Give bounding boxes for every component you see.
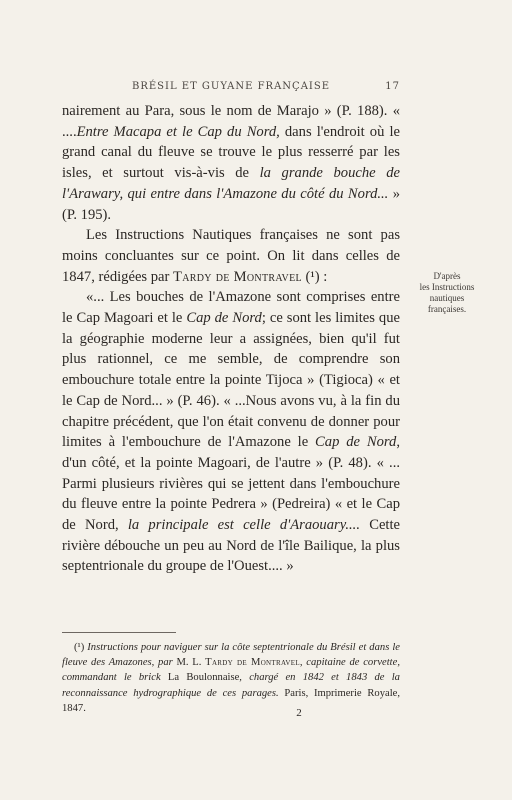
text-run: » (P. 195). — [62, 185, 400, 223]
text-run: ; ce sont les limites que la géographie moderne leur a assignées, bien qu'il fut plus rationnel, ce me semble, de comprendre son embouchure totale entre la pointe Tijoca » (Tigioca) « et le Cap de Nord... » (P. 46). « ...Nous avons vu, à la fin du chapitre précédent, que l'on était convenu de donner pour limites à l'embouchure de l'Amazone le — [62, 310, 400, 451]
paragraph-2 — [62, 225, 400, 287]
margin-note-line: françaises. — [427, 304, 467, 314]
footnote — [62, 640, 400, 716]
footnote-rule — [62, 632, 176, 633]
margin-note — [410, 271, 484, 315]
italic-run: Cap de Nord — [186, 310, 262, 327]
body-text — [62, 101, 400, 577]
italic-run: , capitaine de corvette, commandant le brick — [62, 657, 400, 684]
margin-note-line: les Instructions — [419, 282, 475, 292]
ship-name: La Boulonnaise — [167, 672, 240, 684]
margin-note-line: D'après — [433, 271, 461, 281]
page-number: 17 — [385, 81, 400, 92]
italic-run: , chargé en 1842 et 1843 de la reconnaissance hydrographique de ces parages. — [62, 672, 400, 699]
italic-run: Instructions pour naviguer sur la côte septentrionale du Brésil et dans le fleuve des Amazones, par — [62, 642, 400, 669]
text-run: nairement au Para, sous le nom de Marajo » (P. 188). « .... — [62, 103, 400, 140]
footnote-ref: (¹) : — [301, 268, 328, 285]
italic-run: Cap de Nord — [315, 434, 397, 451]
paragraph-3 — [62, 287, 400, 577]
signature-mark — [62, 707, 400, 719]
text-run: , d'un côté, et la pointe Magoari, de l'autre » (P. 48). « ... Parmi plusieurs rivières qui se jettent dans l'embouchure du fleuve entre la pointe Pedrera » (Pedreira) « et le Cap de Nord, — [62, 434, 400, 534]
author-name: Tardy de Montravel — [173, 268, 302, 285]
italic-run: la grande bouche de l'Arawary, qui entre dans l'Amazone du côté du Nord... — [62, 165, 400, 202]
signature-number: 2 — [296, 707, 302, 719]
paragraph-1 — [62, 101, 400, 225]
italic-run: la principale est celle d'Araouary.... — [127, 517, 360, 534]
text-run: Cette rivière débouche un peu au Nord de l'île Bailique, la plus septentrionale du groupe de l'Ouest.... » — [62, 517, 401, 575]
author-name: Tardy de Montravel — [205, 657, 300, 669]
italic-run: Entre Macapa et le Cap du Nord, — [76, 123, 280, 140]
text-run: M. L. — [172, 657, 206, 669]
text-run: dans l'endroit où le grand canal du fleuve se trouve le plus resserré par les isles, et surtout vis-à-vis de — [62, 123, 400, 182]
text-run: Paris, Imprimerie Royale, 1847. — [62, 687, 400, 714]
text-run: «... Les bouches de l'Amazone sont comprises entre le Cap Magoari et le — [62, 289, 400, 327]
footnote-mark: (¹) — [74, 642, 88, 653]
margin-note-line: nautiques — [429, 293, 465, 303]
text-run: Les Instructions Nautiques françaises ne sont pas moins concluantes sur ce point. On lit dans celles de 1847, rédigées par — [62, 227, 400, 285]
running-title: BRÉSIL ET GUYANE FRANÇAISE — [131, 81, 331, 92]
